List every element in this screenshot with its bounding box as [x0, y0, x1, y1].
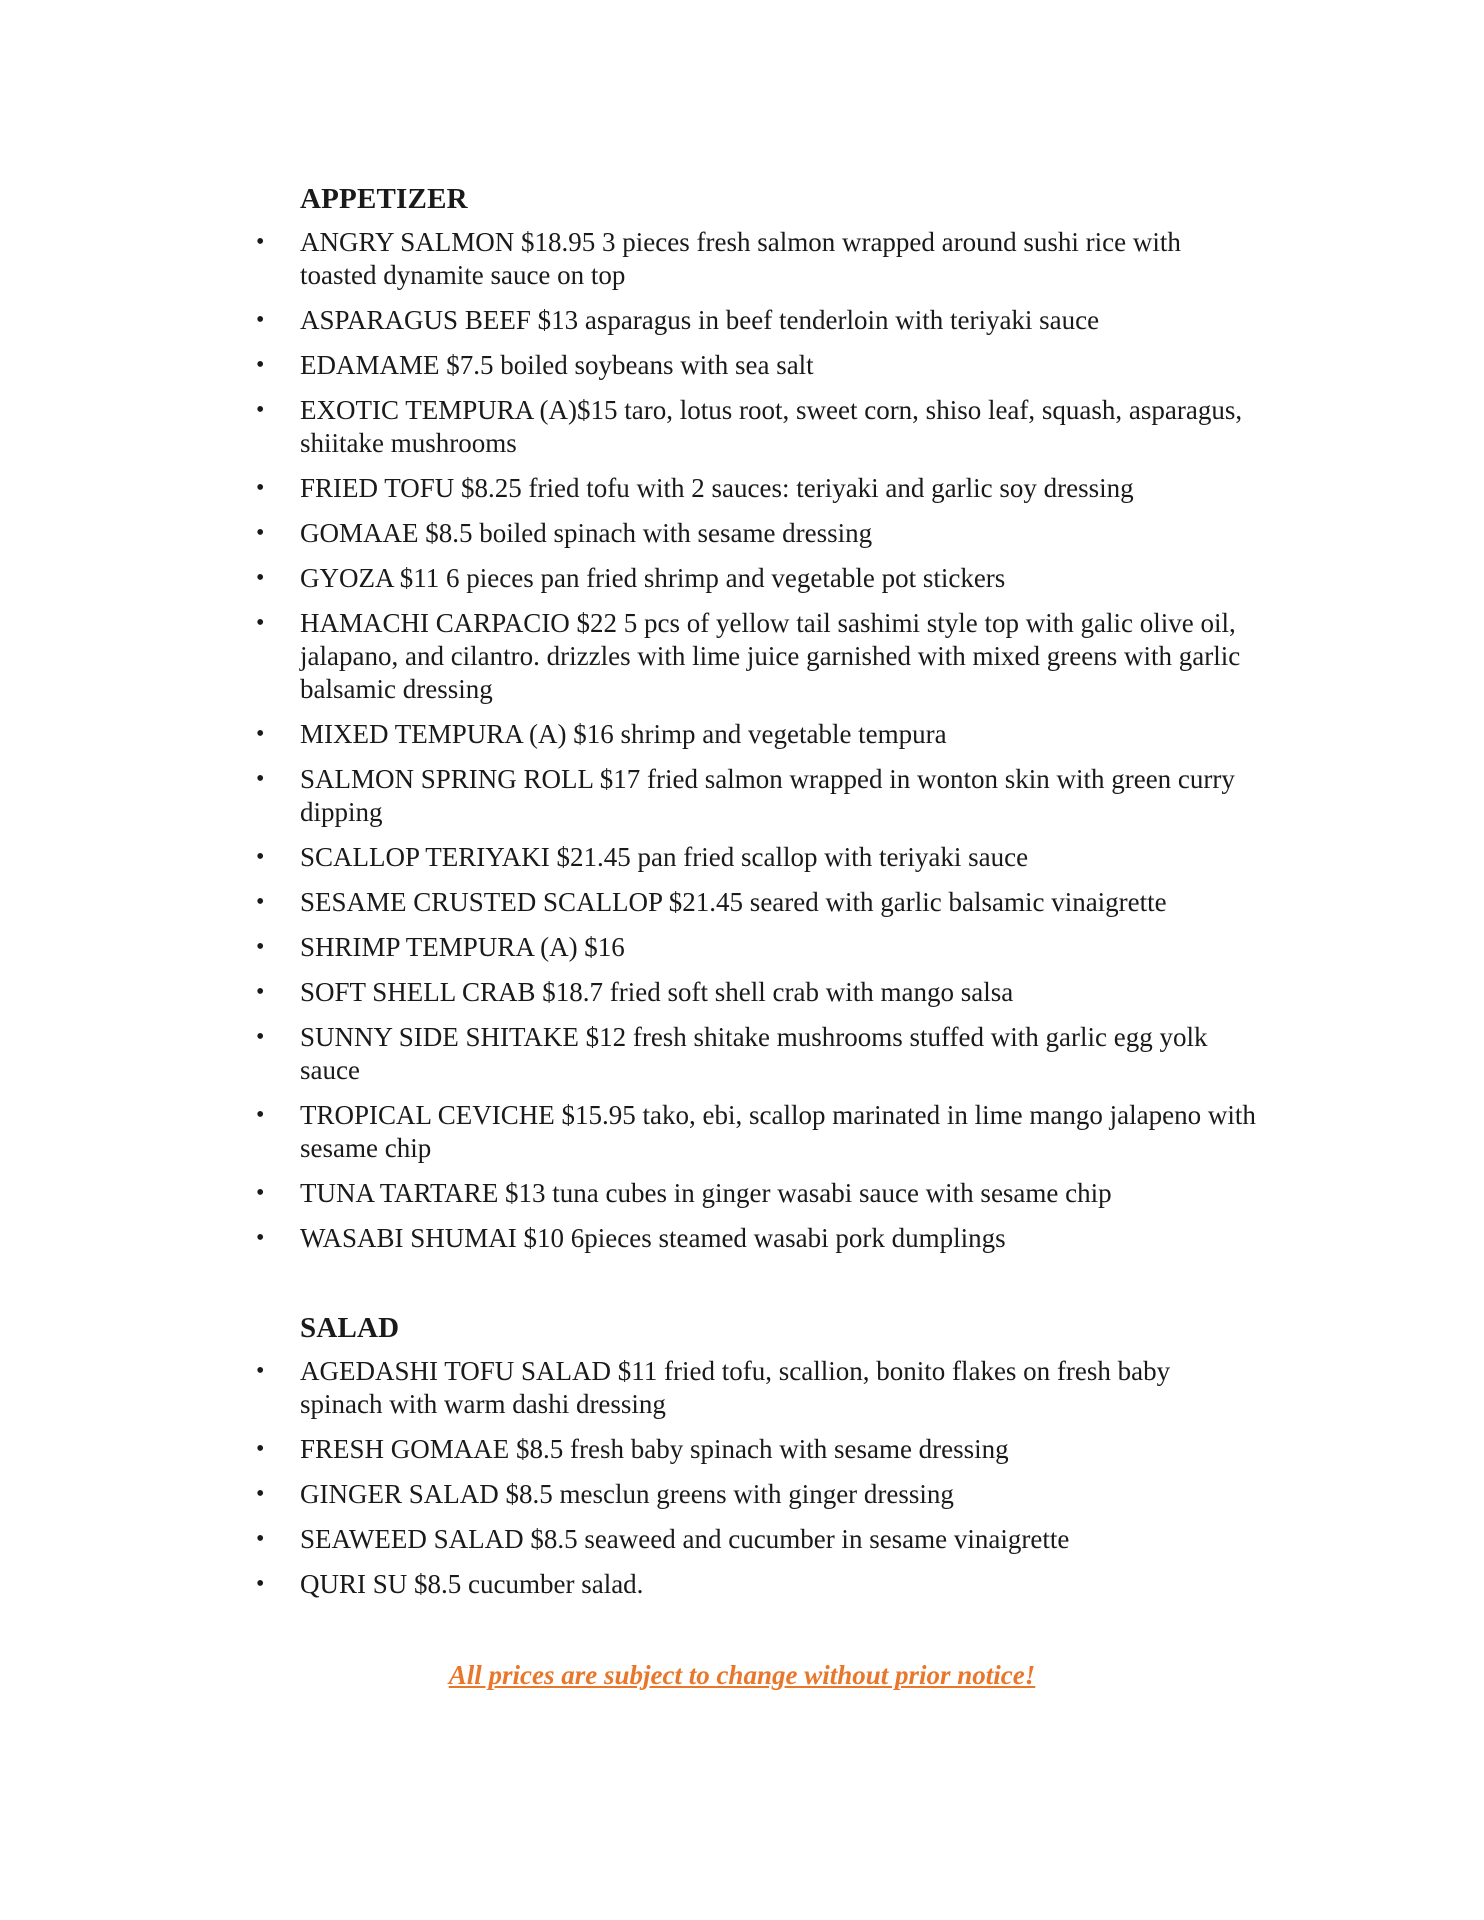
price-notice: All prices are subject to change without prior notice! — [448, 1660, 1036, 1690]
list-item — [256, 1099, 1256, 1165]
bullet-icon: • — [256, 1225, 265, 1251]
item-text: GYOZA $11 6 pieces pan fried shrimp and vegetable pot stickers — [300, 563, 1006, 593]
salad-section — [256, 1311, 1256, 1613]
list-item — [256, 763, 1256, 829]
bullet-icon: • — [256, 307, 265, 333]
list-item — [256, 1568, 1256, 1601]
list-item — [256, 304, 1256, 337]
bullet-icon: • — [256, 1102, 265, 1128]
item-text: AGEDASHI TOFU SALAD $11 fried tofu, scallion, bonito flakes on fresh baby spinach with warm dashi dressing — [300, 1356, 1171, 1419]
list-item — [256, 931, 1256, 964]
list-item — [256, 1177, 1256, 1210]
list-item — [256, 1523, 1256, 1556]
list-item — [256, 1433, 1256, 1466]
bullet-icon: • — [256, 397, 265, 423]
item-text: SCALLOP TERIYAKI $21.45 pan fried scallop with teriyaki sauce — [300, 842, 1029, 872]
list-item — [256, 718, 1256, 751]
item-text: SESAME CRUSTED SCALLOP $21.45 seared with garlic balsamic vinaigrette — [300, 887, 1167, 917]
bullet-icon: • — [256, 844, 265, 870]
list-item — [256, 1355, 1256, 1421]
item-text: ASPARAGUS BEEF $13 asparagus in beef tenderloin with teriyaki sauce — [300, 305, 1100, 335]
list-item — [256, 1222, 1256, 1255]
list-item — [256, 1478, 1256, 1511]
item-text: GOMAAE $8.5 boiled spinach with sesame dressing — [300, 518, 873, 548]
bullet-icon: • — [256, 1180, 265, 1206]
item-text: QURI SU $8.5 cucumber salad. — [300, 1569, 644, 1599]
bullet-icon: • — [256, 352, 265, 378]
item-text: SOFT SHELL CRAB $18.7 fried soft shell crab with mango salsa — [300, 977, 1014, 1007]
list-item — [256, 226, 1256, 292]
bullet-icon: • — [256, 229, 265, 255]
item-text: FRIED TOFU $8.25 fried tofu with 2 sauces: teriyaki and garlic soy dressing — [300, 473, 1134, 503]
list-item — [256, 976, 1256, 1009]
list-item — [256, 562, 1256, 595]
salad-list — [256, 1355, 1256, 1601]
bullet-icon: • — [256, 934, 265, 960]
salad-title: SALAD — [300, 1312, 400, 1344]
bullet-icon: • — [256, 1481, 265, 1507]
item-text: FRESH GOMAAE $8.5 fresh baby spinach with sesame dressing — [300, 1434, 1009, 1464]
bullet-icon: • — [256, 979, 265, 1005]
item-text: SEAWEED SALAD $8.5 seaweed and cucumber in sesame vinaigrette — [300, 1524, 1070, 1554]
bullet-icon: • — [256, 721, 265, 747]
list-item — [256, 607, 1256, 706]
bullet-icon: • — [256, 1436, 265, 1462]
bullet-icon: • — [256, 565, 265, 591]
list-item — [256, 1021, 1256, 1087]
item-text: MIXED TEMPURA (A) $16 shrimp and vegetable tempura — [300, 719, 947, 749]
bullet-icon: • — [256, 1358, 265, 1384]
item-text: HAMACHI CARPACIO $22 5 pcs of yellow tail sashimi style top with galic olive oil, jalapano, and cilantro. drizzles with lime juice garnished with mixed greens with garlic balsamic dressing — [300, 608, 1241, 704]
bullet-icon: • — [256, 889, 265, 915]
item-text: TROPICAL CEVICHE $15.95 tako, ebi, scallop marinated in lime mango jalapeno with sesame chip — [300, 1100, 1256, 1163]
list-item — [256, 394, 1256, 460]
appetizer-title: APPETIZER — [300, 183, 468, 215]
item-text: GINGER SALAD $8.5 mesclun greens with ginger dressing — [300, 1479, 954, 1509]
list-item — [256, 517, 1256, 550]
appetizer-section — [256, 182, 1256, 1267]
bullet-icon: • — [256, 1526, 265, 1552]
list-item — [256, 472, 1256, 505]
item-text: ANGRY SALMON $18.95 3 pieces fresh salmon wrapped around sushi rice with toasted dynamite sauce on top — [300, 227, 1181, 290]
item-text: EDAMAME $7.5 boiled soybeans with sea salt — [300, 350, 814, 380]
item-text: SUNNY SIDE SHITAKE $12 fresh shitake mushrooms stuffed with garlic egg yolk sauce — [300, 1022, 1208, 1085]
bullet-icon: • — [256, 610, 265, 636]
list-item — [256, 886, 1256, 919]
item-text: TUNA TARTARE $13 tuna cubes in ginger wasabi sauce with sesame chip — [300, 1178, 1112, 1208]
bullet-icon: • — [256, 1571, 265, 1597]
item-text: SALMON SPRING ROLL $17 fried salmon wrapped in wonton skin with green curry dipping — [300, 764, 1235, 827]
appetizer-list — [256, 226, 1256, 1255]
item-text: WASABI SHUMAI $10 6pieces steamed wasabi pork dumplings — [300, 1223, 1006, 1253]
item-text: EXOTIC TEMPURA (A)$15 taro, lotus root, sweet corn, shiso leaf, squash, asparagus, shiitake mushrooms — [300, 395, 1243, 458]
list-item — [256, 349, 1256, 382]
bullet-icon: • — [256, 766, 265, 792]
bullet-icon: • — [256, 475, 265, 501]
item-text: SHRIMP TEMPURA (A) $16 — [300, 932, 625, 962]
bullet-icon: • — [256, 1024, 265, 1050]
list-item — [256, 841, 1256, 874]
bullet-icon: • — [256, 520, 265, 546]
